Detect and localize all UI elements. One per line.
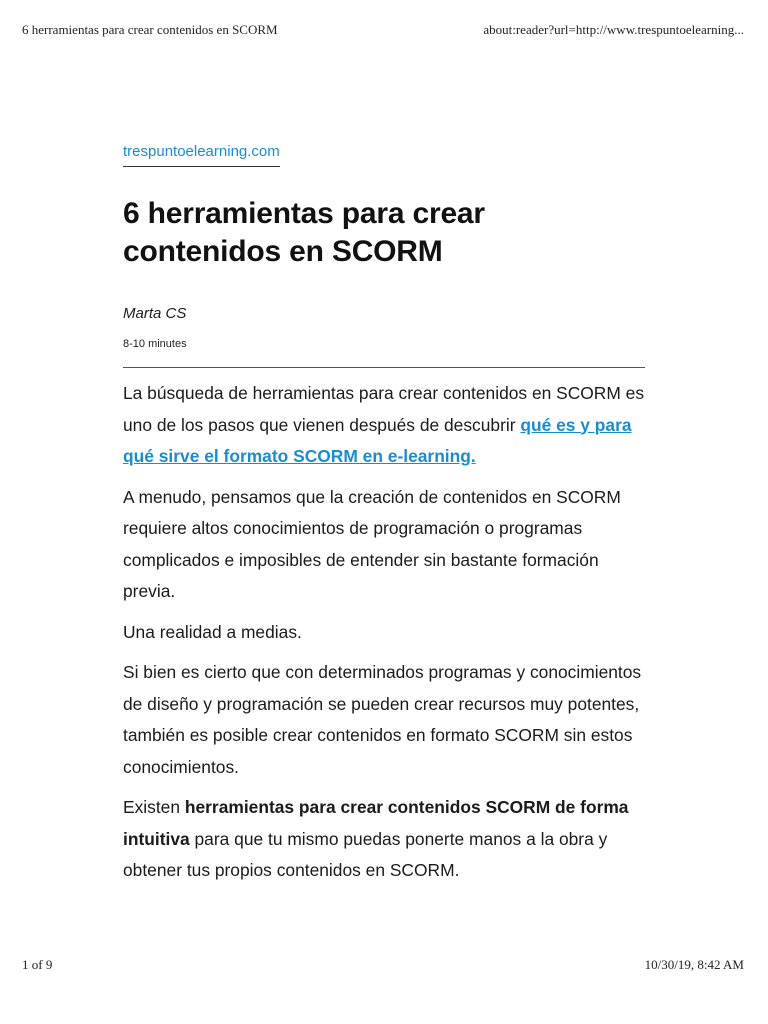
paragraph-5-bold: herramientas para crear contenidos SCORM de forma intuitiva [123,797,629,849]
print-datetime: 10/30/19, 8:42 AM [644,957,744,972]
paragraph-5-text-after: para que tu mismo puedas ponerte manos a la obra y obtener tus propios contenidos en SCORM. [123,828,608,880]
reading-time: 8-10 minutes [123,338,187,350]
source-domain-link[interactable]: trespuntoelearning.com [123,143,280,167]
article-title: 6 herramientas para crear contenidos en SCORM [123,197,485,268]
print-header-title: 6 herramientas para crear contenidos en SCORM [22,22,278,37]
paragraph-1 [123,378,649,473]
article-content [123,378,649,896]
scorm-format-link[interactable]: qué es y para qué sirve el formato SCORM en e-learning. [123,414,632,466]
print-header-url: about:reader?url=http://www.trespuntoelearning... [483,22,744,37]
header-divider [123,367,645,368]
paragraph-4: Si bien es cierto que con determinados programas y conocimientos de diseño y programación se pueden crear recursos muy potentes, también es posible crear contenidos en formato SCORM sin estos conocimientos. [123,662,642,777]
paragraph-5-text-before: Existen [123,797,185,817]
paragraph-1-text: La búsqueda de herramientas para crear contenidos en SCORM es uno de los pasos que vienen después de descubrir [123,383,645,435]
page-number: 1 of 9 [22,957,53,972]
author-byline: Marta CS [123,305,187,322]
paragraph-5 [123,792,649,887]
paragraph-2: A menudo, pensamos que la creación de contenidos en SCORM requiere altos conocimientos de programación o programas complicados e imposibles de entender sin bastante formación previa. [123,486,621,601]
paragraph-3: Una realidad a medias. [123,621,302,642]
